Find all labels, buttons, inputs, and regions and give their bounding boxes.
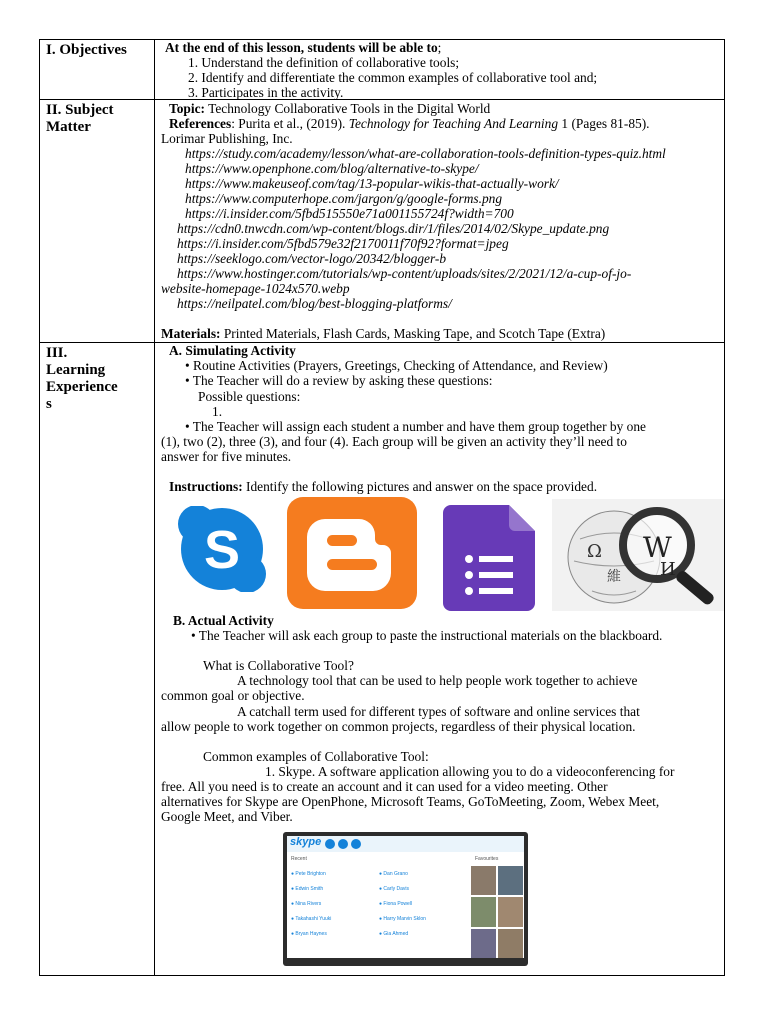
bullet-item-cont: (1), two (2), three (3), and four (4). Each group will be given an activity they’ll need to: [161, 434, 627, 449]
contact-item[interactable]: ● Bryan Haynes: [291, 931, 327, 937]
definition-text: A catchall term used for different types of software and online services that: [237, 704, 640, 719]
contact-item[interactable]: ● Pete Brighton: [291, 871, 326, 877]
section-b-title: B. Actual Activity: [173, 613, 274, 628]
bullet-item: • The Teacher will ask each group to paste the instructional materials on the blackboard.: [191, 628, 663, 643]
blogger-icon: [287, 497, 417, 613]
favourite-photo[interactable]: [471, 866, 496, 895]
skype-icon: [175, 506, 269, 596]
reference-link[interactable]: https://cdn0.tnwcdn.com/wp-content/blogs.dir/1/files/2014/02/Skype_update.png: [177, 221, 610, 236]
call-icon: [325, 839, 335, 849]
reference-link[interactable]: https://www.hostinger.com/tutorials/wp-content/uploads/sites/2/2021/12/a-cup-of-jo-: [177, 266, 632, 281]
objectives-intro: At the end of this lesson, students will be able to;: [165, 40, 442, 55]
svg-text:S: S: [203, 520, 241, 580]
reference-link[interactable]: https://i.insider.com/5fbd579e32f2170011f70f92?format=jpeg: [177, 236, 509, 251]
subject-matter-header: II. Subject Matter: [40, 100, 155, 343]
video-icon: [338, 839, 348, 849]
contact-item[interactable]: ● Gia Ahmed: [379, 931, 409, 937]
svg-text:維: 維: [607, 569, 621, 585]
contact-column-left: [291, 867, 377, 942]
wikipedia-globe-icon: [552, 499, 724, 615]
favourite-photo[interactable]: [471, 929, 496, 958]
objectives-cell: [155, 40, 725, 100]
publisher-line: Lorimar Publishing, Inc.: [161, 131, 293, 146]
recent-label: Recent: [291, 856, 307, 862]
subject-matter-cell: [155, 100, 725, 343]
chat-icon: [351, 839, 361, 849]
section-a-title: A. Simulating Activity: [169, 343, 296, 358]
possible-questions-label: Possible questions:: [198, 389, 301, 404]
objective-item: 3. Participates in the activity.: [188, 85, 344, 100]
instructions-line: Instructions: Identify the following pictures and answer on the space provided.: [169, 479, 598, 494]
reference-link[interactable]: https://study.com/academy/lesson/what-are-collaboration-tools-definition-types-quiz.html: [185, 146, 666, 161]
bullet-item: • The Teacher will assign each student a number and have them group together by one: [185, 419, 646, 434]
favourites-grid: [471, 866, 523, 958]
reference-link[interactable]: https://seeklogo.com/vector-logo/20342/blogger-b: [177, 251, 447, 266]
bullet-item: • Routine Activities (Prayers, Greetings, Checking of Attendance, and Review): [185, 358, 608, 373]
skype-description: 1. Skype. A software application allowing you to do a videoconferencing for: [265, 764, 675, 779]
reference-link-continued[interactable]: website-homepage-1024x570.webp: [161, 281, 350, 296]
definition-text: A technology tool that can be used to help people work together to achieve: [237, 673, 638, 688]
objective-item: 2. Identify and differentiate the common examples of collaborative tool and;: [188, 70, 598, 85]
skype-description: free. All you need is to create an account and it can used for a video meeting. Other: [161, 779, 608, 794]
favourite-photo[interactable]: [498, 866, 523, 895]
bullet-item: • The Teacher will do a review by asking these questions:: [185, 373, 493, 388]
objectives-header: I. Objectives: [40, 40, 155, 100]
materials-line: Materials: Printed Materials, Flash Cards, Masking Tape, and Scotch Tape (Extra): [161, 326, 606, 341]
reference-link[interactable]: https://www.openphone.com/blog/alternative-to-skype/: [185, 161, 479, 176]
contact-item[interactable]: ● Fiona Powell: [379, 901, 413, 907]
learning-experiences-header: III. Learning Experience s: [40, 343, 155, 976]
skype-description: alternatives for Skype are OpenPhone, Microsoft Teams, GoToMeeting, Zoom, Webex Meet,: [161, 794, 660, 809]
question-item: 1.: [212, 404, 223, 419]
skype-app-screen: [287, 836, 524, 958]
bullet-item-cont: answer for five minutes.: [161, 449, 292, 464]
reference-link[interactable]: https://www.computerhope.com/jargon/g/google-forms.png: [185, 191, 503, 206]
contact-item[interactable]: ● Edwin Smith: [291, 886, 324, 892]
contact-item[interactable]: ● Dan Grano: [379, 871, 408, 877]
reference-link[interactable]: https://neilpatel.com/blog/best-blogging-platforms/: [177, 296, 452, 311]
google-forms-icon: [443, 505, 535, 615]
svg-text:Ω: Ω: [587, 541, 602, 562]
examples-heading: Common examples of Collaborative Tool:: [203, 749, 429, 764]
reference-link[interactable]: https://i.insider.com/5fbd515550e71a001155724f?width=700: [185, 206, 514, 221]
topic-line: Topic: Technology Collaborative Tools in the Digital World: [169, 101, 491, 116]
objective-item: 1. Understand the definition of collaborative tools;: [188, 55, 460, 70]
skype-app-screenshot: [283, 832, 528, 966]
favourites-label: Favourites: [475, 856, 499, 862]
contact-item[interactable]: ● Harry Marvin Sklon: [379, 916, 426, 922]
definition-text: allow people to work together on common projects, regardless of their physical location.: [161, 719, 636, 734]
svg-text:И: И: [660, 559, 676, 580]
references-line: References: Purita et al., (2019). Technology for Teaching And Learning 1 (Pages 81-85).: [169, 116, 650, 131]
favourite-photo[interactable]: [498, 929, 523, 958]
contact-column-right: [379, 867, 465, 942]
skype-app-header: [287, 836, 524, 852]
favourite-photo[interactable]: [471, 897, 496, 926]
contact-item[interactable]: ● Carly Davis: [379, 886, 409, 892]
svg-text:W: W: [643, 531, 672, 564]
favourite-photo[interactable]: [498, 897, 523, 926]
contact-item[interactable]: ● Takahashi Yuuki: [291, 916, 332, 922]
definition-text: common goal or objective.: [161, 688, 305, 703]
what-is-heading: What is Collaborative Tool?: [203, 658, 354, 673]
contact-item[interactable]: ● Nina Rivers: [291, 901, 322, 907]
reference-link[interactable]: https://www.makeuseof.com/tag/13-popular-wikis-that-actually-work/: [185, 176, 559, 191]
skype-logo: skype: [290, 836, 322, 848]
skype-description: Google Meet, and Viber.: [161, 809, 293, 824]
